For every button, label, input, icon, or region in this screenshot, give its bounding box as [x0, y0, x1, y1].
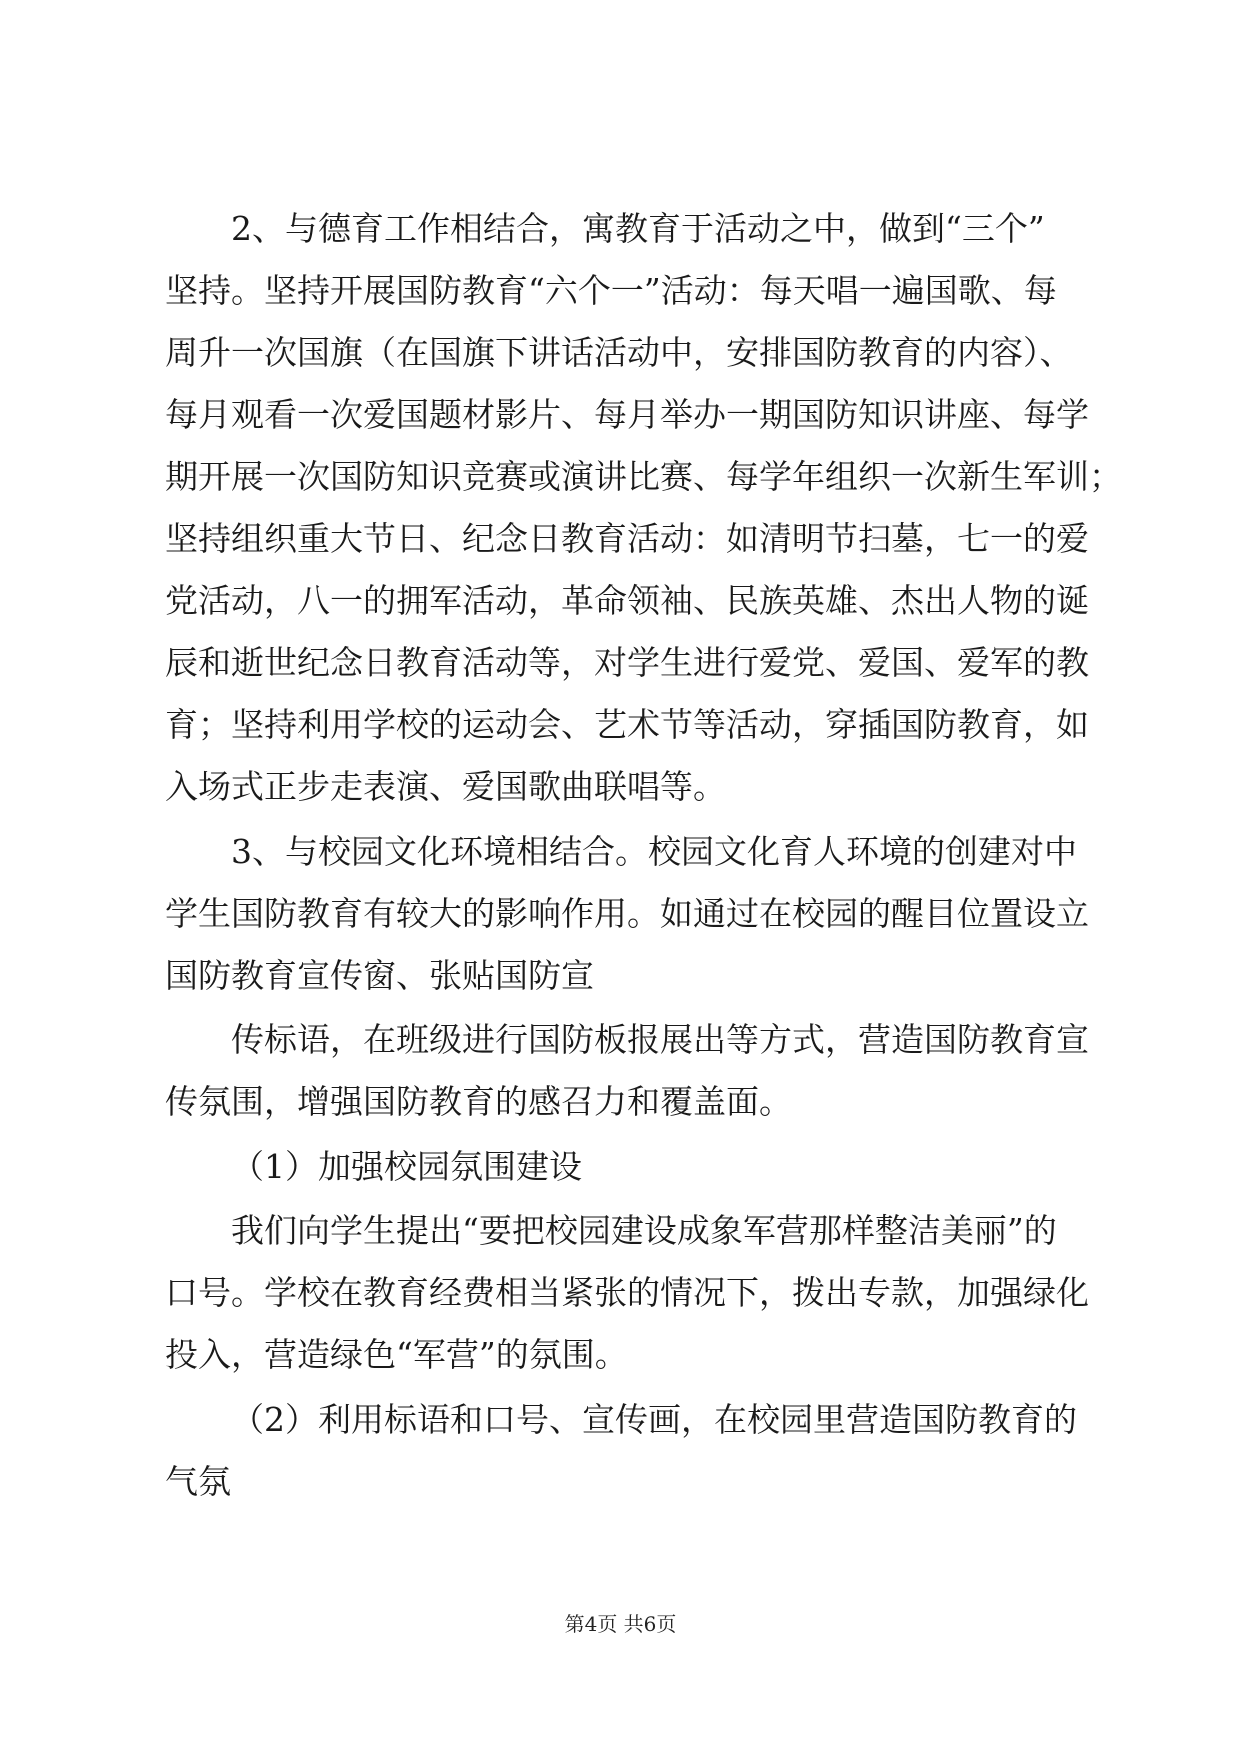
- paragraph-line: 国防教育宣传窗、张贴国防宣: [165, 956, 594, 995]
- paragraph-line: 坚持组织重大节日、纪念日教育活动：如清明节扫墓，七一的爱: [165, 519, 1089, 558]
- paragraph-line: 口号。学校在教育经费相当紧张的情况下，拨出专款，加强绿化: [165, 1273, 1089, 1312]
- section-heading: （2）利用标语和口号、宣传画，在校园里营造国防教育的: [231, 1400, 1077, 1439]
- paragraph-line: 入场式正步走表演、爱国歌曲联唱等。: [165, 767, 726, 806]
- paragraph-line: 气氛: [165, 1462, 231, 1501]
- paragraph-line: 学生国防教育有较大的影响作用。如通过在校园的醒目位置设立: [165, 894, 1089, 933]
- paragraph-line: 每月观看一次爱国题材影片、每月举办一期国防知识讲座、每学: [165, 395, 1089, 434]
- paragraph-line: 3、与校园文化环境相结合。校园文化育人环境的创建对中: [231, 832, 1077, 871]
- paragraph-line: 传氛围，增强国防教育的感召力和覆盖面。: [165, 1082, 792, 1121]
- paragraph-line: 我们向学生提出“要把校园建设成象军营那样整洁美丽”的: [231, 1211, 1057, 1250]
- paragraph-line: 坚持。坚持开展国防教育“六个一”活动：每天唱一遍国歌、每: [165, 271, 1057, 310]
- section-heading: （1）加强校园氛围建设: [231, 1147, 582, 1186]
- paragraph-line: 辰和逝世纪念日教育活动等，对学生进行爱党、爱国、爱军的教: [165, 643, 1089, 682]
- page-number-footer: 第4页 共6页: [564, 1612, 677, 1636]
- paragraph-line: 育；坚持利用学校的运动会、艺术节等活动，穿插国防教育，如: [165, 705, 1089, 744]
- paragraph-line: 传标语，在班级进行国防板报展出等方式，营造国防教育宣: [231, 1020, 1089, 1059]
- paragraph-line: 周升一次国旗（在国旗下讲话活动中，安排国防教育的内容）、: [165, 333, 1073, 372]
- paragraph-line: 投入，营造绿色“军营”的氛围。: [165, 1335, 628, 1374]
- paragraph-line: 期开展一次国防知识竞赛或演讲比赛、每学年组织一次新生军训；: [165, 457, 1122, 496]
- paragraph-line: 2、与德育工作相结合，寓教育于活动之中，做到“三个”: [231, 209, 1045, 248]
- paragraph-line: 党活动，八一的拥军活动，革命领袖、民族英雄、杰出人物的诞: [165, 581, 1089, 620]
